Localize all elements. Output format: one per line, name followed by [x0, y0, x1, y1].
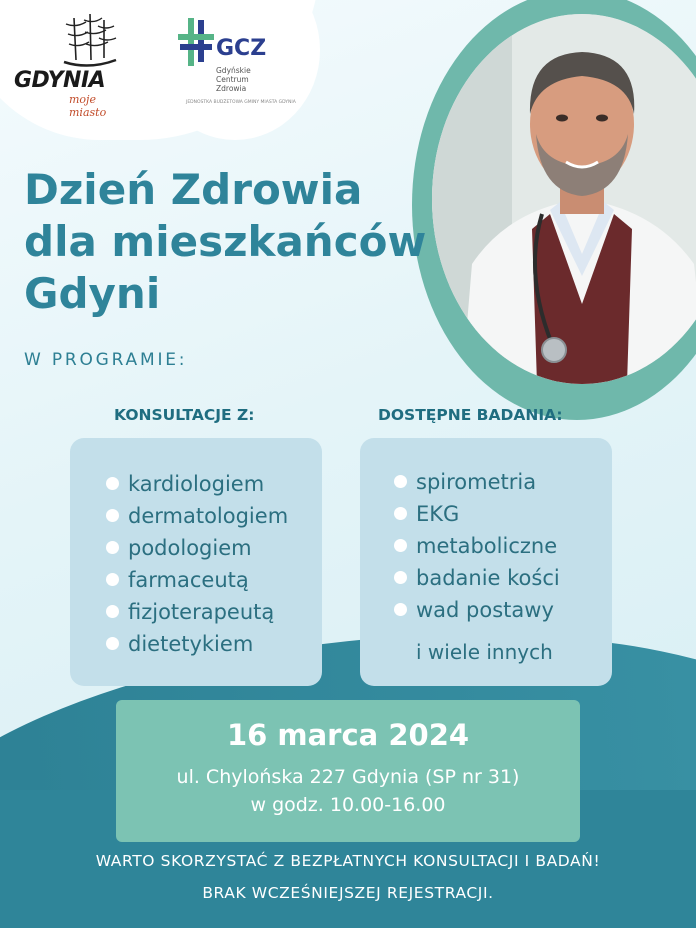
bullet-icon [394, 571, 407, 584]
ship-icon [54, 10, 124, 72]
title-line-3: Gdyni [24, 269, 161, 318]
tests-heading: DOSTĘPNE BADANIA: [378, 406, 563, 424]
title-line-2: dla mieszkańców [24, 217, 427, 266]
event-info-card [116, 700, 580, 842]
bullet-icon [106, 477, 119, 490]
event-date: 16 marca 2024 [226, 718, 470, 752]
bullet-icon [106, 637, 119, 650]
footer-line-2: BRAK WCZEŚNIEJSZEJ REJESTRACJI. [202, 884, 494, 902]
cross-icon [178, 18, 214, 66]
gcz-acronym: GCZ [216, 36, 267, 61]
gcz-logo [176, 14, 296, 114]
gdynia-tagline: moje miasto [69, 93, 107, 119]
tests-more-note: i wiele innych [416, 640, 553, 664]
bullet-icon [394, 539, 407, 552]
gcz-unit-note: JEDNOSTKA BUDŻETOWA GMINY MIASTA GDYNIA [186, 100, 296, 105]
gcz-full-name: Gdyńskie Centrum Zdrowia [216, 66, 251, 93]
bullet-icon [106, 509, 119, 522]
title-line-1: Dzień Zdrowia [24, 165, 363, 214]
bullet-icon [394, 475, 407, 488]
bullet-icon [106, 573, 119, 586]
consultations-heading: KONSULTACJE Z: [114, 406, 255, 424]
program-label: W PROGRAMIE: [24, 350, 188, 370]
gdynia-wordmark: GDYNIA [14, 68, 106, 93]
event-hours: w godz. 10.00-16.00 [250, 794, 446, 816]
bullet-icon [106, 605, 119, 618]
consultations-box: kardiologiem dermatologiem podologiem farmaceutą fizjoterapeutą dietetykiem [70, 438, 322, 686]
footer-line-1: WARTO SKORZYSTAĆ Z BEZPŁATNYCH KONSULTACJI I BADAŃ! [95, 852, 601, 870]
bullet-icon [394, 507, 407, 520]
event-address: ul. Chylońska 227 Gdynia (SP nr 31) [176, 766, 520, 788]
bullet-icon [106, 541, 119, 554]
gdynia-logo [14, 10, 134, 119]
bullet-icon [394, 603, 407, 616]
page-title [24, 164, 427, 320]
tests-box: spirometria EKG metaboliczne badanie kości wad postawy i wiele innych [360, 438, 612, 686]
